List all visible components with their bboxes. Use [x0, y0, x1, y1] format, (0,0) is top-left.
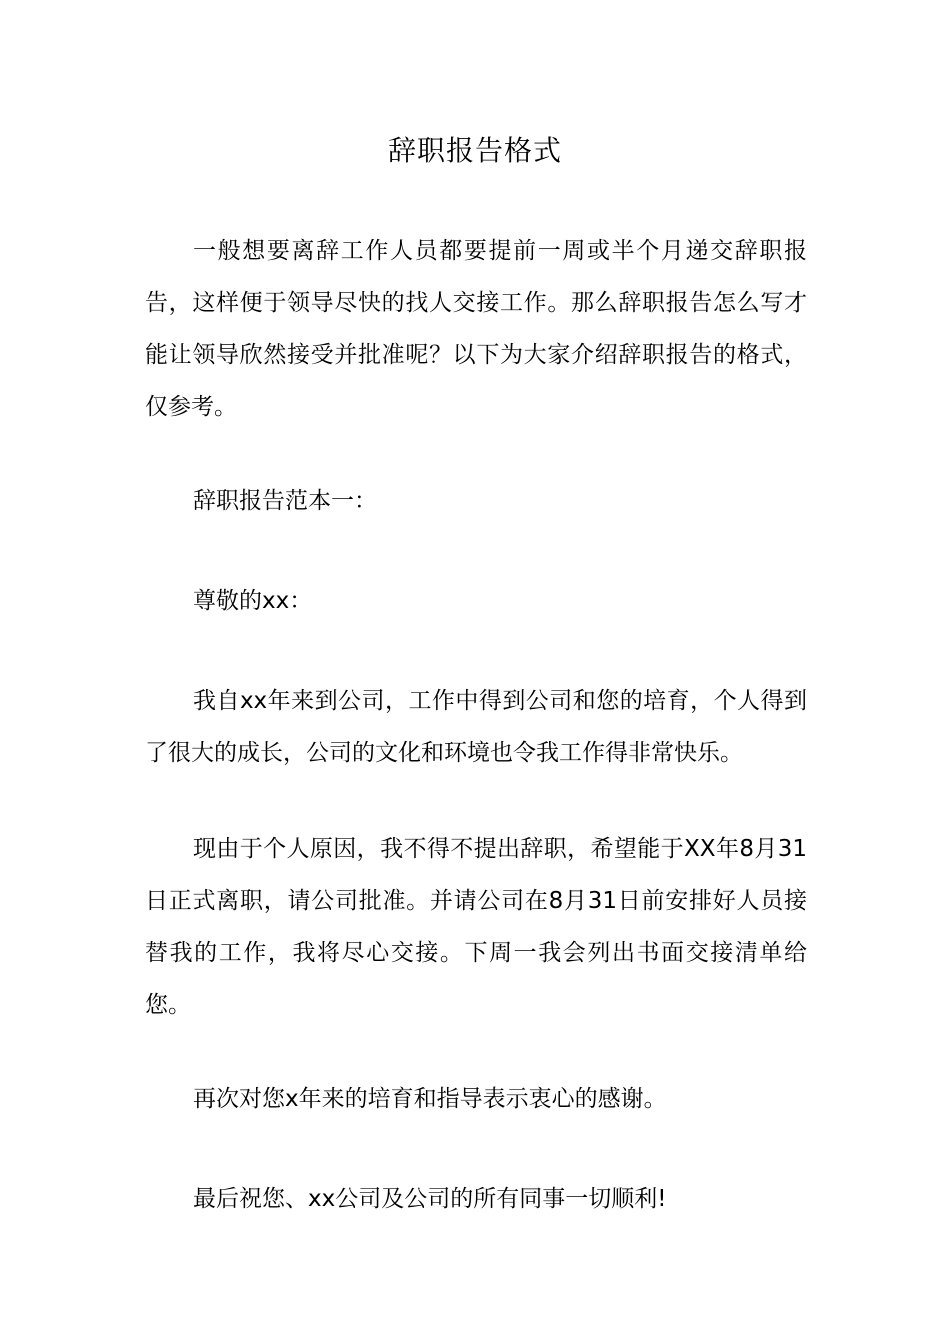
body-paragraph: 现由于个人原因，我不得不提出辞职，希望能于XX年8月31日正式离职，请公司批准。并请公司在8月31日前安排好人员接替我的工作，我将尽心交接。下周一我会列出书面交接清单给您。 — [145, 836, 807, 1018]
body-paragraph: 我自xx年来到公司，工作中得到公司和您的培育，个人得到了很大的成长，公司的文化和环境也令我工作得非常快乐。 — [145, 688, 807, 766]
salutation: 尊敬的xx： — [193, 588, 313, 614]
sample-heading: 辞职报告范本一： — [193, 488, 377, 514]
closing-paragraph: 最后祝您、xx公司及公司的所有同事一切顺利! — [193, 1186, 667, 1212]
intro-paragraph: 一般想要离辞工作人员都要提前一周或半个月递交辞职报告，这样便于领导尽快的找人交接工作。那么辞职报告怎么写才能让领导欣然接受并批准呢？以下为大家介绍辞职报告的格式，仅参考。 — [145, 238, 807, 420]
body-paragraph: 再次对您x年来的培育和指导表示衷心的感谢。 — [193, 1086, 667, 1112]
document-title: 辞职报告格式 — [387, 134, 562, 167]
